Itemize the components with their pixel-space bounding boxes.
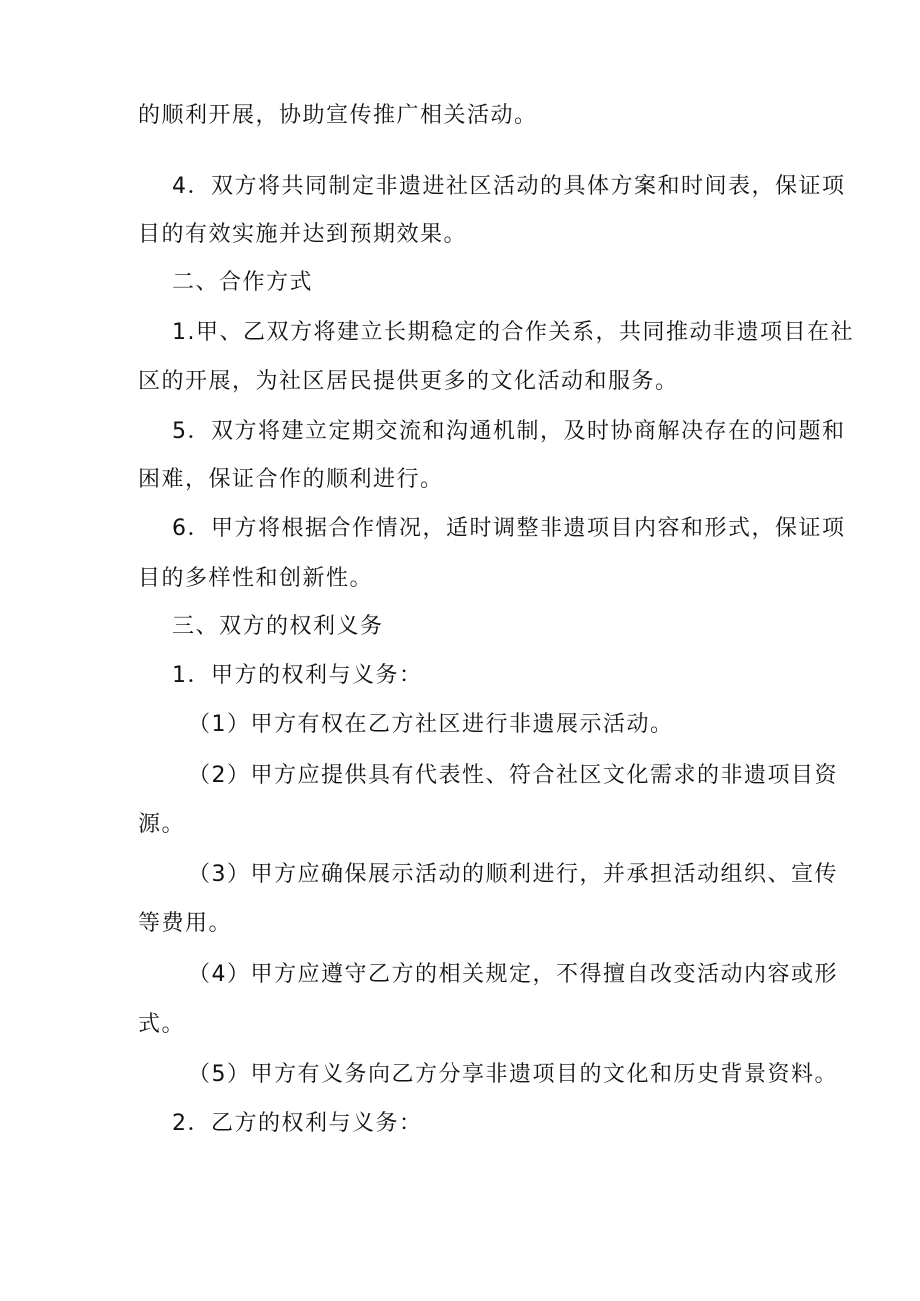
text-line: （5）甲方有义务向乙方分享非遗项目的文化和历史背景资料。 [188, 1062, 838, 1087]
text-line: 式。 [138, 1012, 186, 1037]
text-line: 1．甲方的权利与义务： [172, 663, 423, 688]
section-heading: 二、合作方式 [172, 270, 314, 295]
text-line: 5．双方将建立定期交流和沟通机制，及时协商解决存在的问题和 [172, 419, 846, 444]
text-line: 困难，保证合作的顺利进行。 [138, 467, 444, 492]
text-line: 的顺利开展，协助宣传推广相关活动。 [138, 103, 538, 128]
text-line: （3）甲方应确保展示活动的顺利进行，并承担活动组织、宣传 [188, 862, 838, 887]
text-line: （1）甲方有权在乙方社区进行非遗展示活动。 [188, 712, 674, 737]
text-line: （4）甲方应遵守乙方的相关规定，不得擅自改变活动内容或形 [188, 962, 838, 987]
text-line: 源。 [138, 812, 186, 837]
text-line: 目的多样性和创新性。 [138, 566, 374, 591]
text-line: 区的开展，为社区居民提供更多的文化活动和服务。 [138, 369, 679, 394]
text-line: 等费用。 [138, 911, 233, 936]
text-line: 目的有效实施并达到预期效果。 [138, 222, 468, 247]
section-heading: 三、双方的权利义务 [172, 614, 384, 639]
text-line: 4．双方将共同制定非遗进社区活动的具体方案和时间表，保证项 [172, 174, 846, 199]
text-line: 1.甲、乙双方将建立长期稳定的合作关系，共同推动非遗项目在社 [172, 320, 854, 345]
text-line: 6．甲方将根据合作情况，适时调整非遗项目内容和形式，保证项 [172, 516, 846, 541]
text-line: 2．乙方的权利与义务： [172, 1111, 423, 1136]
text-line: （2）甲方应提供具有代表性、符合社区文化需求的非遗项目资 [188, 763, 838, 788]
